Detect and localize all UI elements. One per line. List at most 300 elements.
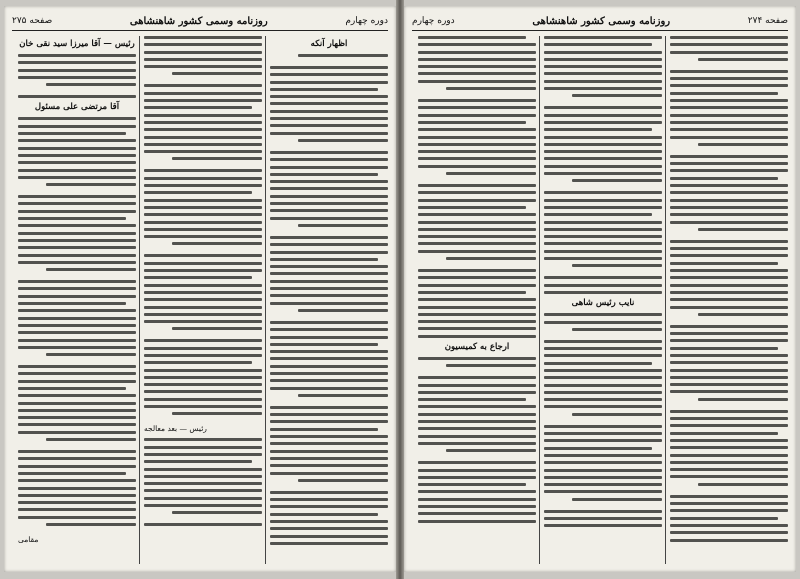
text-line — [270, 350, 388, 353]
text-line — [544, 72, 662, 75]
text-line — [144, 453, 262, 456]
text-line — [144, 65, 262, 68]
text-line — [144, 354, 262, 357]
text-line — [544, 165, 662, 168]
column-2 — [144, 36, 262, 564]
text-line — [270, 202, 388, 205]
text-line — [418, 435, 536, 438]
text-line — [270, 217, 388, 220]
text-line — [418, 165, 536, 168]
text-line — [144, 468, 262, 471]
text-line — [544, 276, 662, 279]
text-line — [418, 106, 536, 109]
text-line — [270, 328, 388, 331]
text-line — [572, 498, 662, 501]
text-line — [144, 114, 262, 117]
text-line — [270, 365, 388, 368]
text-line — [270, 428, 378, 431]
text-line — [270, 464, 388, 467]
text-line — [144, 235, 262, 238]
article-headline: اظهار آنکه — [310, 39, 348, 49]
text-columns — [12, 36, 388, 564]
text-line — [144, 128, 262, 131]
text-line — [670, 114, 788, 117]
text-line — [18, 95, 136, 98]
text-line — [544, 347, 662, 350]
text-line — [670, 461, 788, 464]
text-line — [670, 269, 788, 272]
text-line — [670, 155, 788, 158]
text-line — [18, 176, 136, 179]
text-line — [544, 128, 652, 131]
text-line — [18, 210, 136, 213]
text-line — [144, 206, 262, 209]
text-line — [670, 354, 788, 357]
text-line — [144, 339, 262, 342]
text-line — [544, 313, 662, 316]
text-line — [418, 442, 536, 445]
text-line — [418, 505, 536, 508]
text-line — [18, 331, 136, 334]
text-line — [418, 461, 536, 464]
text-line — [670, 77, 788, 80]
text-line — [46, 83, 136, 86]
text-line — [18, 147, 136, 150]
text-line — [172, 157, 262, 160]
article-headline: رئیس — آقا میرزا سید نقی خان — [19, 39, 135, 49]
text-line — [418, 498, 536, 501]
text-line — [670, 184, 788, 187]
text-line — [418, 250, 536, 253]
text-line — [270, 236, 388, 239]
text-line — [418, 520, 536, 523]
text-line — [670, 376, 788, 379]
text-line — [670, 369, 788, 372]
text-line — [544, 213, 652, 216]
text-line — [544, 284, 662, 287]
text-line — [298, 394, 388, 397]
text-line — [544, 432, 662, 435]
text-line — [144, 106, 252, 109]
text-line — [270, 209, 388, 212]
text-line — [698, 398, 788, 401]
text-line — [670, 325, 788, 328]
text-line — [144, 43, 262, 46]
text-line — [270, 379, 388, 382]
text-line — [670, 531, 788, 534]
text-line — [18, 501, 136, 504]
page-header — [12, 12, 388, 31]
column-3 — [18, 36, 136, 564]
page-number: صفحه ۲۷۵ — [12, 16, 53, 26]
text-line — [446, 172, 536, 175]
text-line — [18, 261, 136, 264]
text-line — [670, 524, 788, 527]
text-line — [144, 84, 262, 87]
newspaper-title: روزنامه وسمی کشور شاهنشاهی — [129, 15, 268, 27]
text-line — [172, 511, 262, 514]
text-line — [544, 150, 662, 153]
text-line — [544, 136, 662, 139]
text-line — [18, 402, 136, 405]
text-line — [670, 162, 788, 165]
text-line — [544, 51, 662, 54]
text-line — [144, 291, 262, 294]
article-text — [18, 54, 136, 98]
text-line — [418, 413, 536, 416]
page-header — [412, 12, 788, 31]
column-2 — [544, 36, 662, 564]
text-line — [270, 420, 388, 423]
text-line — [418, 298, 536, 301]
text-line — [418, 221, 536, 224]
right-page — [404, 6, 796, 572]
text-line — [670, 417, 788, 420]
text-line — [18, 154, 136, 157]
text-line — [446, 257, 536, 260]
text-line — [144, 438, 262, 441]
text-line — [446, 364, 536, 367]
text-line — [544, 321, 662, 324]
text-line — [18, 280, 136, 283]
text-line — [144, 150, 262, 153]
text-line — [670, 432, 778, 435]
text-line — [18, 69, 136, 72]
text-line — [18, 409, 136, 412]
text-line — [18, 457, 136, 460]
text-line — [18, 132, 126, 135]
text-line — [670, 136, 788, 139]
text-line — [670, 51, 788, 54]
text-line — [572, 179, 662, 182]
text-line — [144, 390, 262, 393]
text-line — [670, 468, 788, 471]
text-line — [544, 228, 662, 231]
text-line — [18, 508, 136, 511]
text-line — [18, 372, 136, 375]
text-line — [270, 542, 388, 545]
text-line — [18, 117, 136, 120]
text-line — [18, 54, 136, 57]
text-line — [418, 376, 536, 379]
text-line — [418, 284, 536, 287]
text-line — [18, 346, 136, 349]
text-line — [544, 454, 662, 457]
text-line — [670, 495, 788, 498]
text-line — [270, 265, 388, 268]
text-line — [418, 276, 536, 279]
text-line — [670, 347, 778, 350]
text-line — [144, 398, 262, 401]
text-line — [18, 494, 136, 497]
text-line — [18, 450, 136, 453]
book-gutter — [396, 0, 404, 579]
text-line — [670, 509, 788, 512]
text-line — [270, 387, 388, 390]
text-line — [698, 313, 788, 316]
text-line — [572, 264, 662, 267]
text-line — [544, 398, 662, 401]
text-line — [544, 490, 662, 493]
text-line — [144, 313, 262, 316]
text-line — [270, 187, 388, 190]
text-line — [144, 446, 262, 449]
text-line — [670, 169, 788, 172]
text-line — [270, 435, 388, 438]
text-line — [544, 439, 662, 442]
text-line — [418, 99, 536, 102]
text-line — [144, 143, 262, 146]
text-line — [144, 99, 262, 102]
text-line — [544, 291, 662, 294]
text-line — [270, 117, 388, 120]
text-line — [572, 328, 662, 331]
column-1 — [670, 36, 788, 564]
text-line — [144, 221, 262, 224]
article-headline: آقا مرتضی علی مسئول — [34, 102, 120, 113]
text-line — [544, 114, 662, 117]
text-line — [670, 276, 788, 279]
text-line — [670, 84, 788, 87]
text-line — [270, 124, 388, 127]
text-line — [18, 423, 136, 426]
text-line — [270, 110, 388, 113]
text-line — [544, 121, 662, 124]
text-line — [544, 384, 662, 387]
text-line — [18, 365, 136, 368]
text-line — [270, 287, 388, 290]
text-line — [544, 257, 662, 260]
text-line — [18, 61, 136, 64]
text-line — [298, 54, 388, 57]
text-line — [418, 291, 526, 294]
text-line — [418, 483, 526, 486]
text-line — [18, 487, 136, 490]
newspaper-title: روزنامه وسمی کشور شاهنشاهی — [532, 15, 671, 27]
text-line — [418, 357, 536, 360]
text-line — [670, 439, 788, 442]
text-line — [544, 80, 662, 83]
article-text — [144, 438, 262, 526]
article-text — [544, 313, 662, 527]
text-line — [418, 121, 526, 124]
text-line — [544, 43, 652, 46]
text-line — [544, 106, 662, 109]
text-line — [670, 240, 788, 243]
text-line — [670, 206, 788, 209]
text-line — [144, 405, 262, 408]
text-line — [270, 343, 378, 346]
text-line — [270, 151, 388, 154]
text-line — [670, 99, 788, 102]
text-line — [418, 512, 536, 515]
text-line — [270, 173, 378, 176]
text-line — [446, 449, 536, 452]
text-line — [544, 483, 662, 486]
text-line — [418, 128, 536, 131]
text-line — [544, 221, 662, 224]
text-line — [144, 284, 262, 287]
text-line — [418, 384, 536, 387]
text-line — [544, 157, 662, 160]
text-line — [698, 483, 788, 486]
text-line — [18, 169, 136, 172]
text-line — [144, 306, 262, 309]
text-line — [144, 262, 262, 265]
text-line — [418, 327, 536, 330]
text-line — [18, 195, 136, 198]
article-text — [270, 54, 388, 545]
text-line — [144, 383, 262, 386]
text-line — [544, 250, 662, 253]
text-line — [670, 339, 788, 342]
text-line — [46, 183, 136, 186]
text-line — [144, 269, 262, 272]
text-line — [144, 199, 262, 202]
text-line — [418, 65, 536, 68]
text-line — [670, 475, 788, 478]
text-line — [544, 517, 662, 520]
text-line — [270, 132, 388, 135]
text-line — [544, 461, 662, 464]
text-line — [270, 498, 388, 501]
text-line — [270, 357, 388, 360]
text-line — [144, 376, 262, 379]
text-line — [418, 242, 536, 245]
text-line — [544, 242, 662, 245]
text-line — [418, 51, 536, 54]
text-line — [18, 246, 136, 249]
text-line — [544, 65, 662, 68]
text-line — [544, 469, 662, 472]
text-line — [144, 184, 262, 187]
text-line — [144, 177, 262, 180]
text-line — [670, 291, 788, 294]
text-line — [670, 332, 788, 335]
text-line — [18, 472, 126, 475]
text-line — [144, 347, 262, 350]
text-line — [698, 143, 788, 146]
text-line — [544, 447, 652, 450]
text-line — [144, 51, 262, 54]
text-line — [18, 479, 136, 482]
text-line — [698, 228, 788, 231]
text-line — [270, 413, 388, 416]
issue-label: دوره چهارم — [345, 16, 388, 26]
text-line — [670, 502, 788, 505]
text-line — [172, 412, 262, 415]
text-line — [298, 309, 388, 312]
text-line — [18, 139, 136, 142]
text-line — [670, 454, 788, 457]
text-line — [670, 254, 788, 257]
text-line — [670, 106, 788, 109]
text-line — [144, 36, 262, 39]
text-line — [418, 72, 536, 75]
article-text — [544, 36, 662, 294]
text-line — [544, 143, 662, 146]
text-line — [670, 121, 788, 124]
signature: مقامی — [18, 535, 39, 545]
text-line — [670, 199, 788, 202]
text-line — [18, 339, 136, 342]
text-line — [418, 420, 536, 423]
text-line — [418, 269, 536, 272]
text-line — [18, 76, 136, 79]
text-line — [418, 143, 536, 146]
text-line — [418, 136, 536, 139]
text-line — [418, 398, 526, 401]
text-line — [544, 362, 652, 365]
text-line — [46, 438, 136, 441]
text-line — [144, 475, 262, 478]
text-line — [270, 513, 378, 516]
page-number: صفحه ۲۷۴ — [747, 16, 788, 26]
text-line — [270, 302, 388, 305]
text-line — [144, 497, 262, 500]
text-line — [18, 387, 126, 390]
text-line — [298, 224, 388, 227]
text-line — [670, 284, 788, 287]
text-line — [544, 510, 662, 513]
text-columns — [412, 36, 788, 564]
text-line — [270, 195, 388, 198]
text-line — [544, 354, 662, 357]
text-line — [544, 425, 662, 428]
text-line — [270, 457, 388, 460]
text-line — [670, 361, 788, 364]
text-line — [270, 66, 388, 69]
text-line — [172, 327, 262, 330]
text-line — [418, 184, 536, 187]
text-line — [18, 254, 136, 257]
text-line — [698, 58, 788, 61]
text-line — [270, 442, 388, 445]
text-line — [46, 523, 136, 526]
text-line — [270, 280, 388, 283]
text-line — [18, 317, 136, 320]
text-line — [18, 125, 136, 128]
text-line — [544, 199, 662, 202]
text-line — [670, 424, 788, 427]
text-line — [18, 416, 136, 419]
text-line — [418, 36, 526, 39]
text-line — [144, 254, 262, 257]
text-line — [670, 306, 788, 309]
text-line — [270, 88, 378, 91]
article-text — [418, 357, 536, 523]
text-line — [172, 242, 262, 245]
text-line — [144, 489, 262, 492]
left-page — [4, 6, 396, 572]
text-line — [270, 372, 388, 375]
text-line — [18, 239, 136, 242]
text-line — [298, 479, 388, 482]
text-line — [418, 476, 536, 479]
text-line — [270, 81, 388, 84]
text-line — [144, 121, 262, 124]
article-headline: نایب رئیس شاهی — [571, 298, 635, 309]
text-line — [544, 524, 662, 527]
text-line — [418, 427, 536, 430]
article-headline: ارجاع به کمیسیون — [444, 341, 510, 352]
text-line — [270, 95, 388, 98]
text-line — [544, 58, 662, 61]
text-line — [418, 80, 536, 83]
text-line — [144, 92, 262, 95]
text-line — [418, 405, 536, 408]
text-line — [144, 169, 262, 172]
